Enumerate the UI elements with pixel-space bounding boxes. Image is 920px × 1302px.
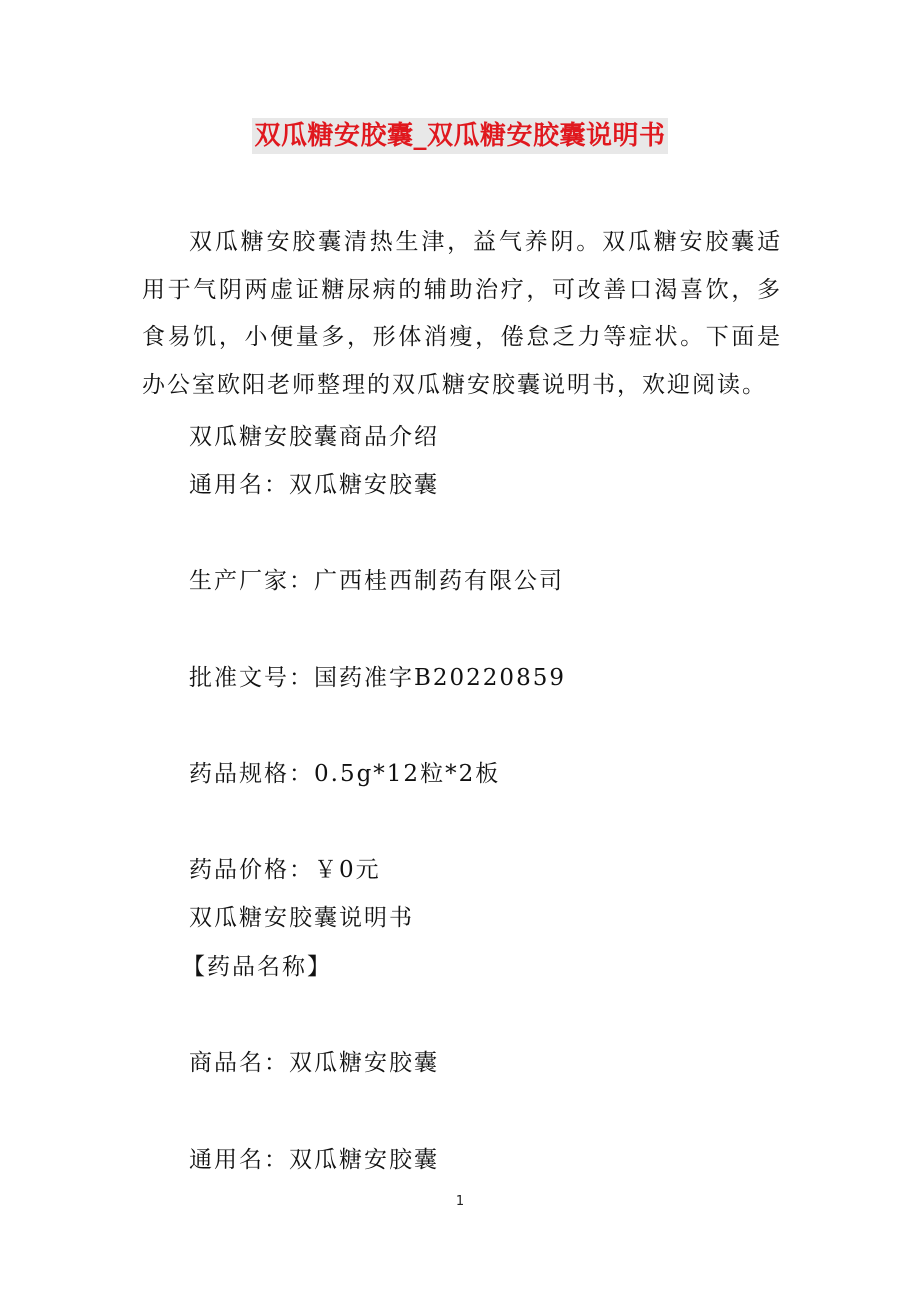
- intro-paragraph: 双瓜糖安胶囊清热生津，益气养阴。双瓜糖安胶囊适用于气阴两虚证糖尿病的辅助治疗，可改善口渴喜饮，多食易饥，小便量多，形体消瘦，倦怠乏力等症状。下面是办公室欧阳老师整理的双瓜糖安胶囊说明书，欢迎阅读。: [142, 229, 782, 398]
- manual-title: 双瓜糖安胶囊说明书: [189, 905, 414, 931]
- specification-line: 药品规格：0.5g*12粒*2板: [189, 761, 501, 787]
- trade-name-line: 商品名：双瓜糖安胶囊: [189, 1050, 439, 1076]
- title-wrapper: [0, 118, 920, 154]
- document-title: 双瓜糖安胶囊_双瓜糖安胶囊说明书: [252, 118, 667, 154]
- product-section-title: 双瓜糖安胶囊商品介绍: [189, 424, 439, 450]
- page-number: 1: [455, 1194, 465, 1209]
- common-name-line-2: 通用名：双瓜糖安胶囊: [189, 1147, 439, 1173]
- drug-name-heading: 【药品名称】: [182, 954, 332, 980]
- common-name-line: 通用名：双瓜糖安胶囊: [189, 472, 439, 498]
- manufacturer-line: 生产厂家：广西桂西制药有限公司: [189, 568, 564, 594]
- price-line: 药品价格：￥0元: [189, 857, 381, 883]
- approval-number-line: 批准文号：国药准字B20220859: [189, 665, 566, 691]
